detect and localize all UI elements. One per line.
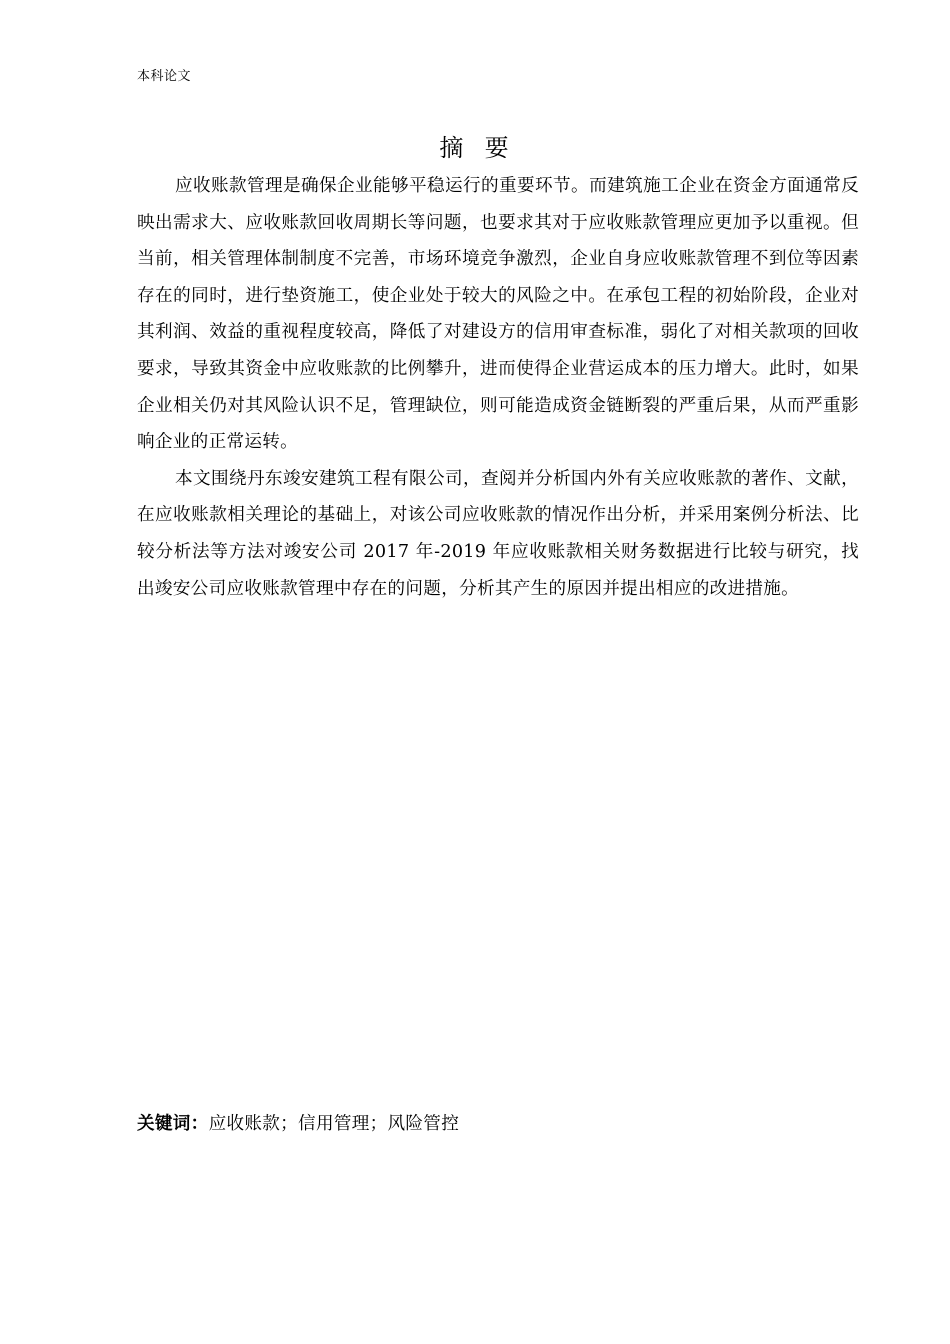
running-header: 本科论文 xyxy=(137,69,192,84)
abstract-title: 摘 要 xyxy=(439,134,511,162)
abstract-paragraph-1: 应收账款管理是确保企业能够平稳运行的重要环节。而建筑施工企业在资金方面通常反映出需求大、应收账款回收周期长等问题，也要求其对于应收账款管理应更加予以重视。但当前，相关管理体制制度不完善，市场环境竞争激烈，企业自身应收账款管理不到位等因素存在的同时，进行垫资施工，使企业处于较大的风险之中。在承包工程的初始阶段，企业对其利润、效益的重视程度较高，降低了对建设方的信用审查标准，弱化了对相关款项的回收要求，导致其资金中应收账款的比例攀升，进而使得企业营运成本的压力增大。此时，如果企业相关仍对其风险认识不足，管理缺位，则可能造成资金链断裂的严重后果，从而严重影响企业的正常运转。 xyxy=(137,176,859,453)
abstract-body xyxy=(137,168,859,607)
abstract-paragraph-2: 本文围绕丹东竣安建筑工程有限公司，查阅并分析国内外有关应收账款的著作、文献，在应收账款相关理论的基础上，对该公司应收账款的情况作出分析，并采用案例分析法、比较分析法等方法对竣安公司 2017 年-2019 年应收账款相关财务数据进行比较与研究，找出竣安公司应收账款管理中存在的问题，分析其产生的原因并提出相应的改进措施。 xyxy=(137,468,859,599)
keywords-label: 关键词： xyxy=(137,1114,209,1134)
keywords-text: 应收账款；信用管理；风险管控 xyxy=(208,1114,460,1134)
keywords-line xyxy=(137,1110,459,1138)
